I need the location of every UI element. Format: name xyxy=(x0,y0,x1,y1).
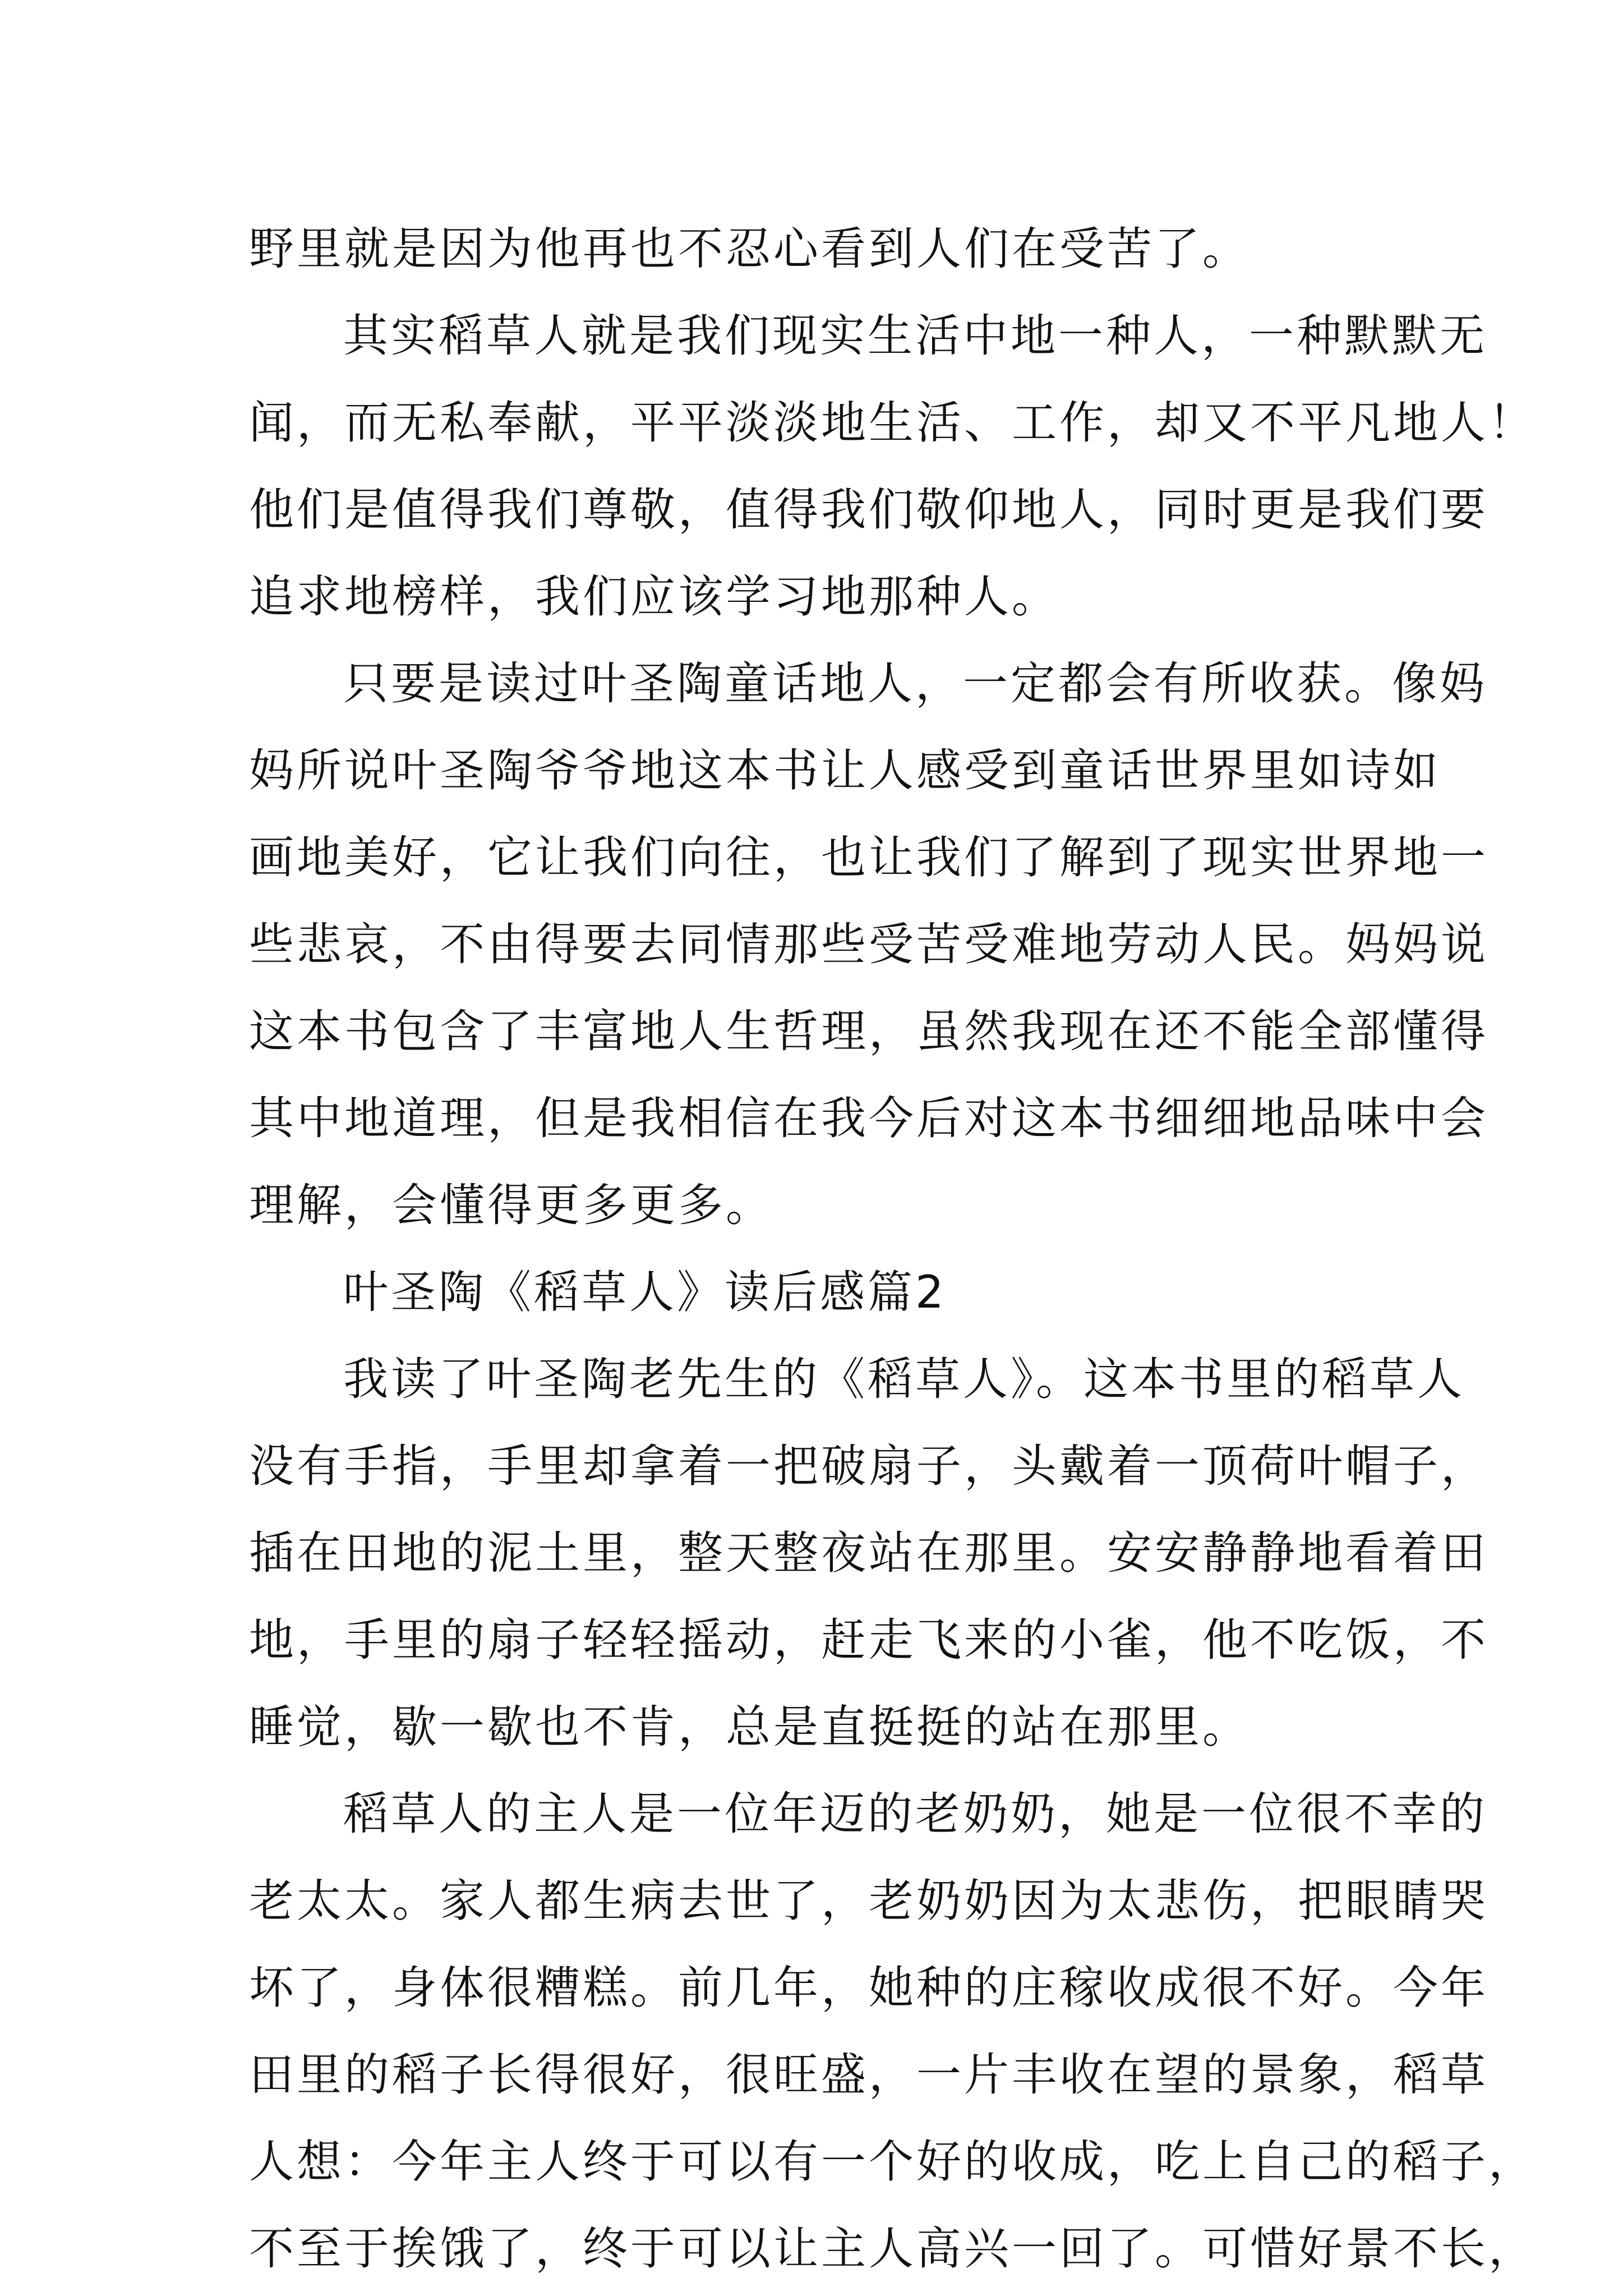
text-line: 不至于挨饿了，终于可以让主人高兴一回了。可惜好景不长， xyxy=(249,2223,1536,2275)
text-line: 妈所说叶圣陶爷爷地这本书让人感受到童话世界里如诗如 xyxy=(249,744,1441,797)
text-line: 理解，会懂得更多更多。 xyxy=(249,1179,773,1231)
section-heading: 叶圣陶《稻草人》读后感篇2 xyxy=(343,1266,947,1318)
text-line: 插在田地的泥土里，整天整夜站在那里。安安静静地看着田 xyxy=(249,1527,1488,1579)
text-line: 人想：今年主人终于可以有一个好的收成，吃上自己的稻子， xyxy=(249,2136,1536,2188)
text-line: 这本书包含了丰富地人生哲理，虽然我现在还不能全部懂得 xyxy=(249,1005,1488,1057)
text-line: 画地美好，它让我们向往，也让我们了解到了现实世界地一 xyxy=(249,831,1488,884)
text-line: 些悲哀，不由得要去同情那些受苦受难地劳动人民。妈妈说 xyxy=(249,918,1488,970)
text-line: 我读了叶圣陶老先生的《稻草人》。这本书里的稻草人 xyxy=(343,1353,1465,1405)
text-line: 其中地道理，但是我相信在我今后对这本书细细地品味中会 xyxy=(249,1092,1488,1144)
text-line: 睡觉，歇一歇也不肯，总是直挺挺的站在那里。 xyxy=(249,1701,1250,1753)
text-line: 闻，而无私奉献，平平淡淡地生活、工作，却又不平凡地人！ xyxy=(249,397,1536,449)
document-body xyxy=(249,205,1536,2292)
text-line: 田里的稻子长得很好，很旺盛，一片丰收在望的景象，稻草 xyxy=(249,2049,1488,2101)
text-line: 老太太。家人都生病去世了，老奶奶因为太悲伤，把眼睛哭 xyxy=(249,1875,1488,1927)
text-line: 他们是值得我们尊敬，值得我们敬仰地人，同时更是我们要 xyxy=(249,484,1488,536)
text-line: 只要是读过叶圣陶童话地人，一定都会有所收获。像妈 xyxy=(343,657,1487,710)
text-line: 坏了，身体很糟糕。前几年，她种的庄稼收成很不好。今年 xyxy=(249,1962,1488,2014)
text-line: 追求地榜样，我们应该学习地那种人。 xyxy=(249,570,1059,623)
text-line: 稻草人的主人是一位年迈的老奶奶，她是一位很不幸的 xyxy=(343,1788,1487,1840)
text-line: 没有手指，手里却拿着一把破扇子，头戴着一顶荷叶帽子， xyxy=(249,1440,1488,1492)
text-line: 野里就是因为他再也不忍心看到人们在受苦了。 xyxy=(249,223,1250,275)
text-line: 其实稻草人就是我们现实生活中地一种人，一种默默无 xyxy=(343,310,1487,362)
text-line: 地，手里的扇子轻轻摇动，赶走飞来的小雀，他不吃饭，不 xyxy=(249,1614,1488,1666)
